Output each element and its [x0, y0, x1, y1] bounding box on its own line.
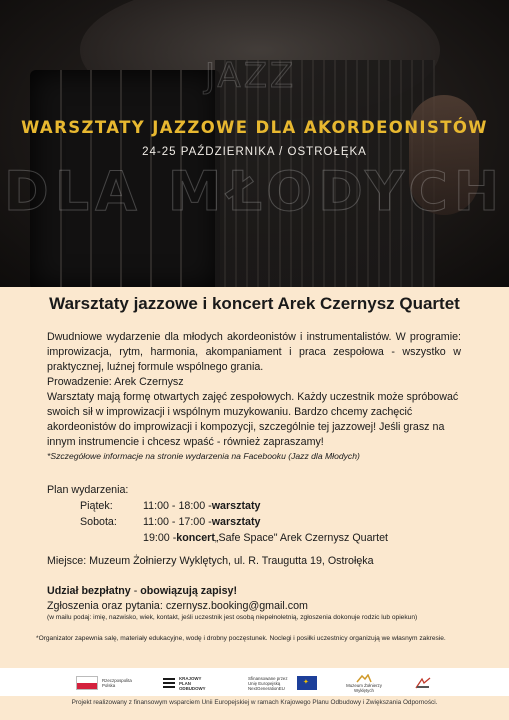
akpo-logo: [414, 672, 432, 694]
registration-headline: [47, 585, 237, 597]
venue: Miejsce: Muzeum Żołnierzy Wyklętych, ul. R. Traugutta 19, Ostrołęka: [47, 555, 374, 567]
kpo-logo-text: KRAJOWY PLAN ODBUDOWY: [179, 675, 206, 691]
page-heading: Warsztaty jazzowe i koncert Arek Czernysz Quartet: [49, 294, 460, 313]
workshop-description: Warsztaty mają formę otwartych zajęć zespołowych. Każdy uczestnik może spróbować swoich sił w improwizacji i wspólnym muzykowaniu. Bardzo chcemy zachęcić akordeonistów do improwizacji i kompozycji, szczególnie tej jazzowej! Jeśli grasz na innym instrumencie i chcesz wpaść - również zapraszamy!: [47, 391, 459, 448]
contact-email[interactable]: Zgłoszenia oraz pytania: czernysz.booking@gmail.com: [47, 600, 308, 612]
poland-flag-icon: [76, 676, 98, 690]
facebook-note: *Szczegółowe informacje na stronie wydarzenia na Facebooku (Jazz dla Młodych): [47, 451, 360, 461]
schedule-extra: „Safe Space" Arek Czernysz Quartet: [214, 532, 388, 544]
kpo-icon: [162, 676, 176, 690]
hero-title: WARSZTATY JAZZOWE DLA AKORDEONISTÓW: [21, 118, 488, 137]
schedule-activity: warsztaty: [211, 516, 261, 528]
free-entry: Udział bezpłatny: [47, 585, 131, 597]
intro-paragraph: Dwudniowe wydarzenie dla młodych akordeonistów i instrumentalistów. W programie: improwizacja, rytm, harmonia, akompaniament i praca zespołowa - wszystko w praktycznej, luźnej formule wspólnego grania.: [47, 331, 461, 373]
hero-ghost-young: DLA MŁODYCH: [3, 160, 506, 223]
lead-info: Prowadzenie: Arek Czernysz: [47, 376, 184, 388]
schedule-activity: warsztaty: [211, 500, 261, 512]
schedule-title: Plan wydarzenia:: [47, 484, 129, 496]
hero-ghost-jazz: JAZZ: [205, 56, 297, 96]
museum-logo-text: Muzeum Żołnierzy Wyklętych: [346, 682, 382, 693]
akpo-mark-icon: [414, 676, 432, 690]
rp-logo-text: Rzeczpospolita Polska: [102, 678, 132, 688]
eu-flag-icon: [297, 676, 317, 690]
museum-mark-icon: [356, 674, 372, 683]
organizer-note: *Organizator zapewnia salę, materiały edukacyjne, wodę i drobny poczęstunek. Noclegi i posiłki uczestnicy organizują we własnym zakresie.: [36, 635, 446, 642]
museum-logo: [346, 672, 382, 694]
separator: -: [130, 585, 141, 597]
schedule-time: 19:00 -: [143, 532, 177, 544]
kpo-logo: [162, 672, 209, 694]
schedule-day: [47, 530, 143, 546]
eu-logo: [248, 672, 317, 694]
schedule-time: 11:00 - 17:00 -: [143, 516, 212, 528]
hero-subtitle: 24-25 PAŹDZIERNIKA / OSTROŁĘKA: [142, 146, 367, 158]
hero-image: [0, 0, 509, 287]
schedule-row: [47, 498, 388, 514]
sponsor-logos: [0, 668, 509, 696]
schedule: [47, 482, 388, 546]
mandatory-registration: obowiązują zapisy!: [140, 585, 238, 597]
schedule-day: Piątek:: [80, 500, 113, 512]
schedule-activity: koncert: [176, 532, 215, 544]
funding-footer: Projekt realizowany z finansowym wsparciem Unii Europejskiej w ramach Krajowego Planu Odbudowy i Zwiększania Odporności.: [71, 699, 438, 706]
schedule-row: [47, 530, 388, 546]
schedule-day: Sobota:: [80, 516, 117, 528]
schedule-time: 11:00 - 18:00 -: [143, 500, 212, 512]
schedule-row: [47, 514, 388, 530]
intro-text: [47, 330, 461, 463]
rp-logo: [76, 672, 130, 694]
registration-hint: (w mailu podaj: imię, nazwisko, wiek, kontakt, jeśli uczestnik jest osobą niepełnoletnią, zgłoszenia dokonuje rodzic lub opiekun): [47, 614, 418, 621]
eu-logo-text: Sfinansowane przez Unię Europejską NextGenerationEU: [248, 675, 288, 691]
